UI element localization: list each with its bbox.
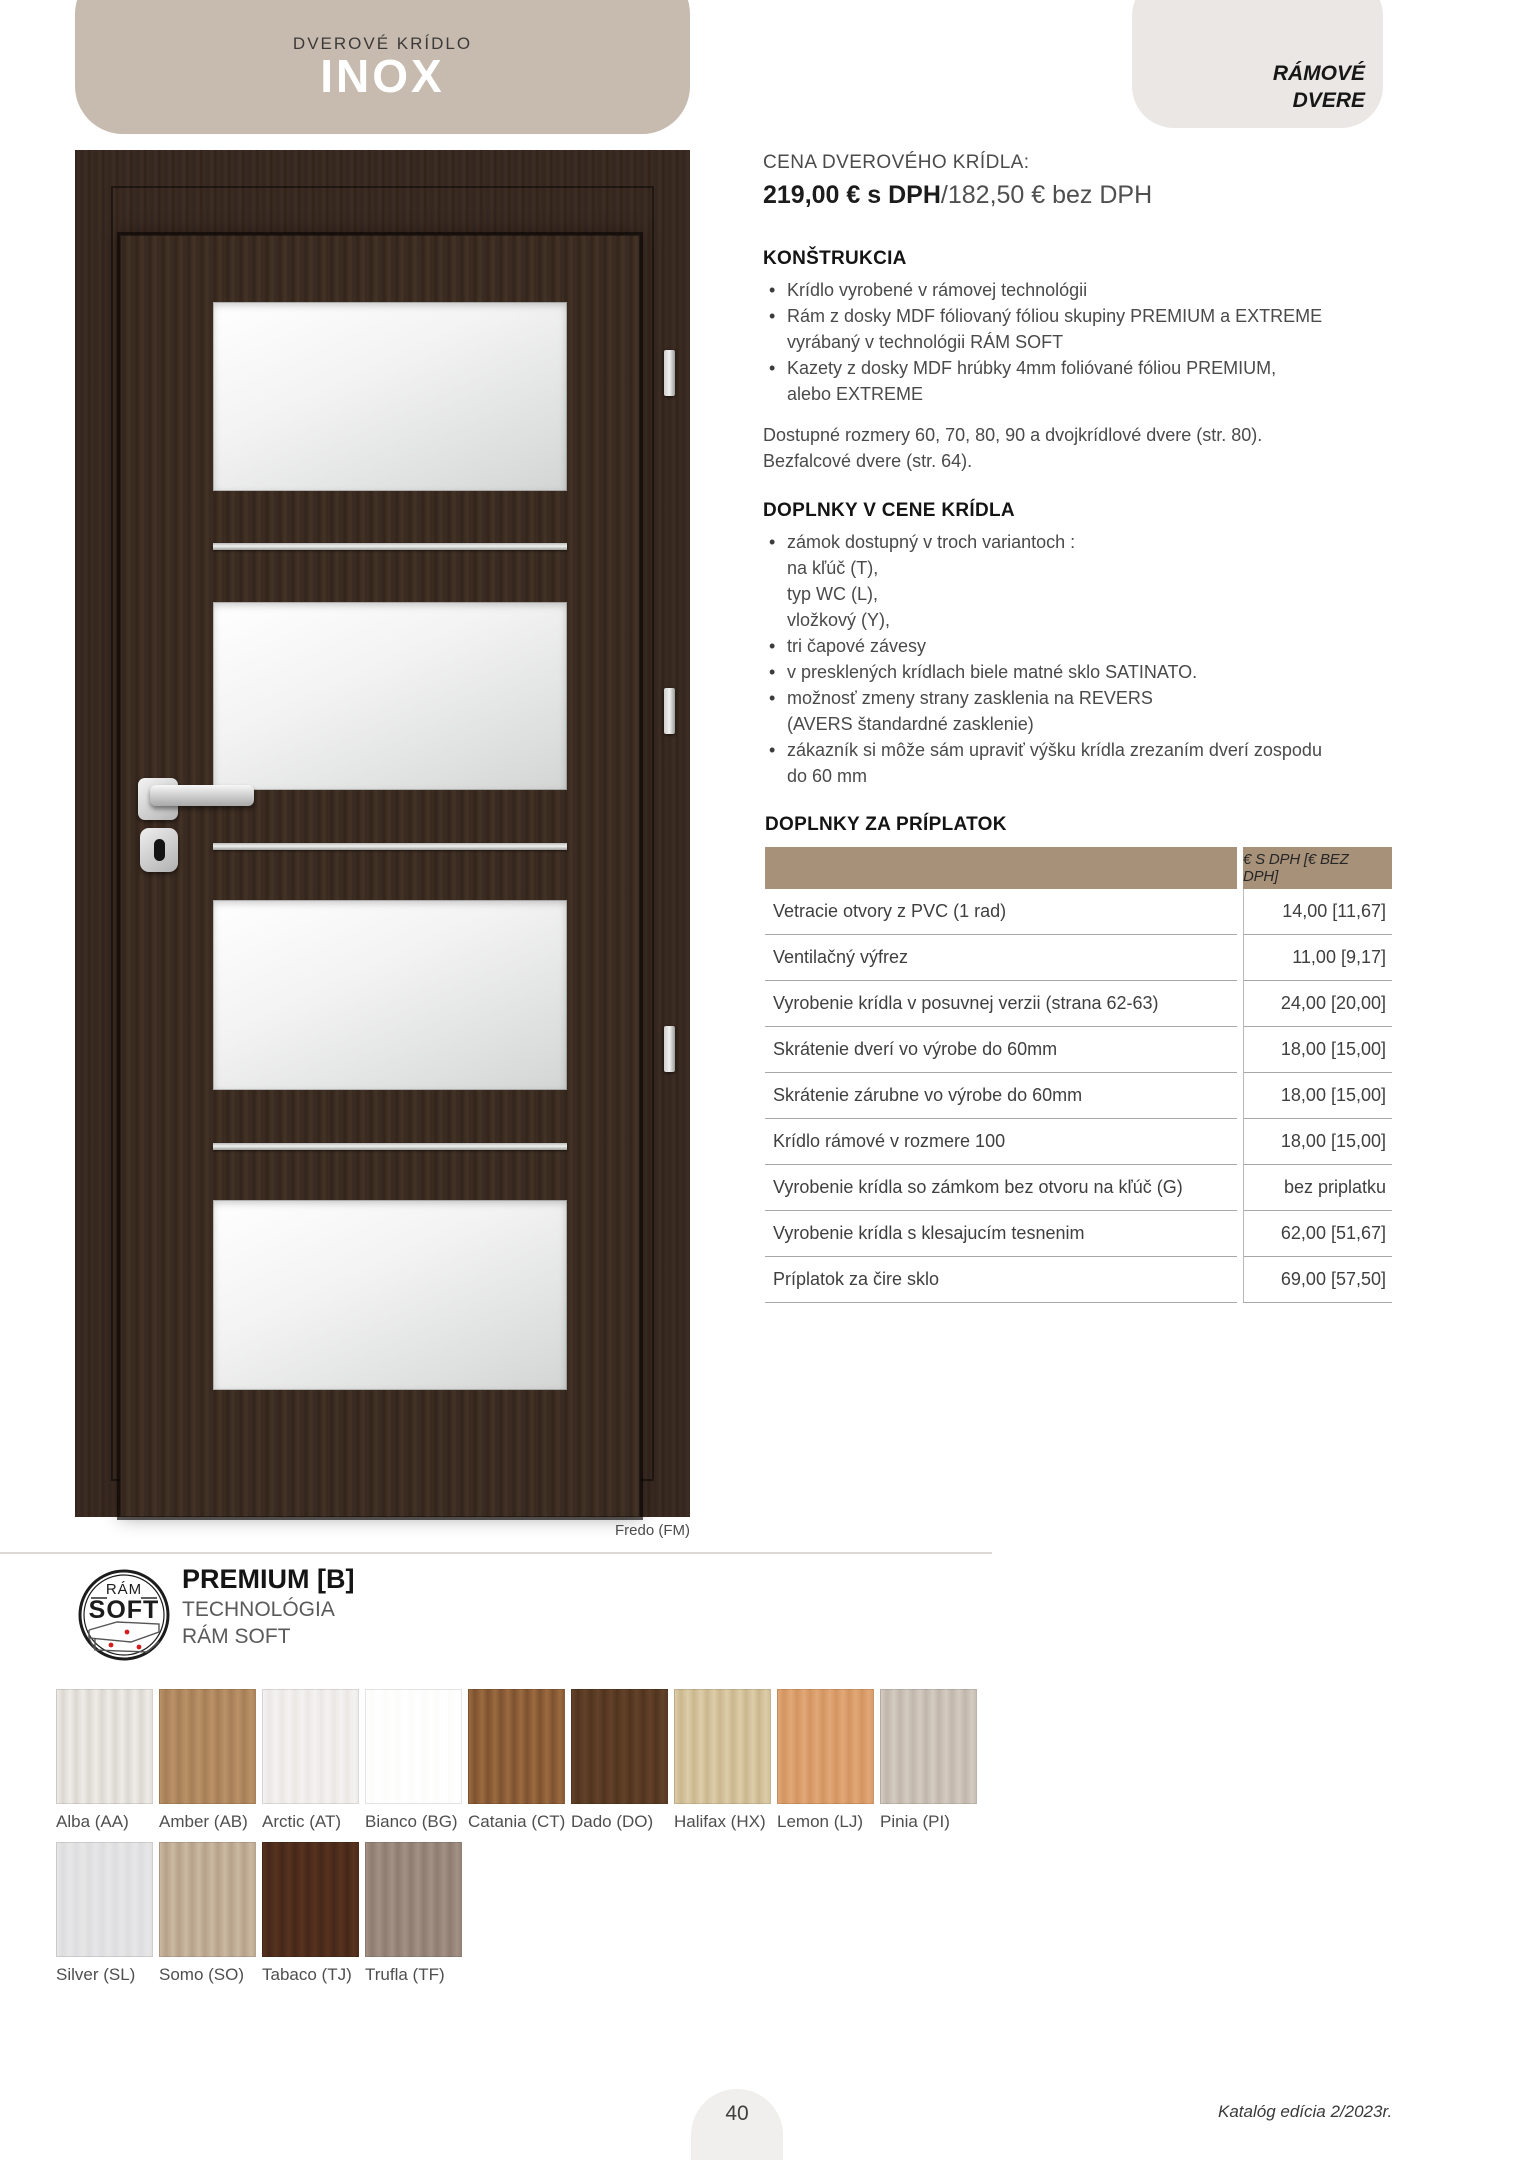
table-row-price: 24,00 [20,00] xyxy=(1243,981,1392,1027)
product-title: INOX xyxy=(320,50,445,102)
decor-swatch xyxy=(365,1842,462,1957)
price-line xyxy=(763,181,1411,210)
decor-swatch-label: Arctic (AT) xyxy=(262,1812,342,1831)
technology-text-block xyxy=(182,1563,354,1650)
included-list xyxy=(763,529,1411,789)
price-without-vat: 182,50 € bez DPH xyxy=(947,181,1153,209)
logo-text-ram: RÁM xyxy=(105,1581,143,1598)
decor-swatch-item xyxy=(262,1842,359,1985)
decor-swatch xyxy=(56,1689,153,1804)
decor-swatch-item xyxy=(159,1689,256,1832)
table-row-price: 14,00 [11,67] xyxy=(1243,889,1392,935)
decor-swatch-label: Trufla (TF) xyxy=(365,1965,445,1984)
door-handle xyxy=(138,778,178,820)
decor-swatch-item xyxy=(365,1842,462,1985)
decor-swatch xyxy=(880,1689,977,1804)
product-kicker: DVEROVÉ KRÍDLO xyxy=(292,34,473,53)
decor-swatch-item xyxy=(159,1842,256,1985)
table-row-label: Vyrobenie krídla so zámkom bez otvoru na kľúč (G) xyxy=(765,1165,1237,1211)
decor-swatch-item xyxy=(262,1689,359,1832)
surcharges-title: DOPLNKY ZA PRÍPLATOK xyxy=(765,814,1007,835)
included-accessories-section xyxy=(763,500,1411,789)
door-glass-panel xyxy=(213,302,567,491)
decor-swatch-label: Catania (CT) xyxy=(468,1812,566,1831)
list-item: • možnosť zmeny strany zasklenia na REVERS (AVERS štandardné zasklenie) xyxy=(763,685,1411,737)
door-hinge xyxy=(664,688,675,734)
list-item: • zákazník si môže sám upraviť výšku krídla zrezaním dverí zospodu do 60 mm xyxy=(763,737,1411,789)
decor-swatch xyxy=(468,1689,565,1804)
section-divider xyxy=(0,1552,992,1554)
page-number-tab xyxy=(691,2089,783,2160)
decor-swatch-item xyxy=(56,1689,153,1832)
decor-swatch-item xyxy=(777,1689,874,1832)
construction-section xyxy=(763,248,1411,407)
decor-swatch-label: Alba (AA) xyxy=(56,1812,129,1831)
keyhole xyxy=(154,839,165,861)
surcharges-table xyxy=(765,847,1392,1303)
door-glass-panel xyxy=(213,1200,567,1390)
door-model-caption: Fredo (FM) xyxy=(615,1522,690,1539)
catalog-edition: Katalóg edícia 2/2023r. xyxy=(1218,2102,1393,2121)
decor-swatch-label: Dado (DO) xyxy=(571,1812,654,1831)
list-item: • Kazety z dosky MDF hrúbky 4mm folióvané fóliou PREMIUM, alebo EXTREME xyxy=(763,355,1411,407)
decor-swatch-item xyxy=(880,1689,977,1832)
table-row-label: Príplatok za čire sklo xyxy=(765,1257,1237,1303)
decor-swatch xyxy=(159,1842,256,1957)
decor-swatch xyxy=(674,1689,771,1804)
table-row-label: Vyrobenie krídla v posuvnej verzii (strana 62-63) xyxy=(765,981,1237,1027)
category-badge xyxy=(1132,0,1383,128)
list-item: • zámok dostupný v troch variantoch : na kľúč (T), typ WC (L), vložkový (Y), xyxy=(763,529,1411,633)
inox-strip xyxy=(213,1143,567,1150)
list-item: • Krídlo vyrobené v rámovej technológii xyxy=(763,277,1411,303)
table-row-price: 18,00 [15,00] xyxy=(1243,1073,1392,1119)
decor-swatch-item xyxy=(365,1689,462,1832)
decor-swatch xyxy=(571,1689,668,1804)
decor-swatch-label: Lemon (LJ) xyxy=(777,1812,863,1831)
price-with-vat: 219,00 € s DPH xyxy=(763,181,941,209)
category-badge-line1: RÁMOVÉ xyxy=(1272,62,1365,85)
table-row-price: 18,00 [15,00] xyxy=(1243,1119,1392,1165)
table-row-price: 18,00 [15,00] xyxy=(1243,1027,1392,1073)
decor-swatch-item xyxy=(56,1842,153,1985)
table-row-label: Ventilačný výfrez xyxy=(765,935,1237,981)
info-column xyxy=(763,152,1411,1289)
inox-strip xyxy=(213,843,567,850)
decor-swatch-label: Bianco (BG) xyxy=(365,1812,458,1831)
list-item: • Rám z dosky MDF fóliovaný fóliou skupiny PREMIUM a EXTREME vyrábaný v technológii RÁM SOFT xyxy=(763,303,1411,355)
ram-soft-logo xyxy=(77,1568,171,1662)
decor-swatch-label: Halifax (HX) xyxy=(674,1812,766,1831)
decor-swatch xyxy=(365,1689,462,1804)
decor-swatch-label: Amber (AB) xyxy=(159,1812,248,1831)
door-photo xyxy=(75,150,690,1517)
decor-swatch-label: Silver (SL) xyxy=(56,1965,136,1984)
included-title: DOPLNKY V CENE KRÍDLA xyxy=(763,500,1015,521)
door-handle-lever xyxy=(150,785,254,806)
table-header-empty xyxy=(765,847,1237,889)
available-sizes-note: Dostupné rozmery 60, 70, 80, 90 a dvojkrídlové dvere (str. 80). Bezfalcové dvere (str. 64). xyxy=(763,425,1263,471)
table-row-price: 69,00 [57,50] xyxy=(1243,1257,1392,1303)
table-row-label: Vetracie otvory z PVC (1 rad) xyxy=(765,889,1237,935)
logo-text-soft: SOFT xyxy=(88,1596,160,1624)
door-hinge xyxy=(664,1026,675,1072)
price-label: CENA DVEROVÉHO KRÍDLA: xyxy=(763,152,1030,173)
surcharges-section xyxy=(765,814,1405,1303)
door-hinge xyxy=(664,350,675,396)
decor-swatch xyxy=(262,1842,359,1957)
table-header-price: € S DPH [€ BEZ DPH] xyxy=(1243,847,1392,889)
table-row-price: bez priplatku xyxy=(1243,1165,1392,1211)
decor-swatch xyxy=(159,1689,256,1804)
table-row-label: Vyrobenie krídla s klesajucím tesnenim xyxy=(765,1211,1237,1257)
technology-subtitle-1: TECHNOLÓGIA xyxy=(182,1598,335,1621)
decor-swatch-label: Somo (SO) xyxy=(159,1965,245,1984)
page-number: 40 xyxy=(725,2102,749,2125)
decor-swatch-item xyxy=(571,1689,668,1832)
decor-swatch xyxy=(56,1842,153,1957)
decor-swatch-grid xyxy=(56,1689,977,1985)
door-glass-panel xyxy=(213,900,567,1090)
table-row-label: Skrátenie zárubne vo výrobe do 60mm xyxy=(765,1073,1237,1119)
list-item: • v presklených krídlach biele matné sklo SATINATO. xyxy=(763,659,1411,685)
table-row-price: 62,00 [51,67] xyxy=(1243,1211,1392,1257)
door-leaf xyxy=(120,235,640,1517)
inox-strip xyxy=(213,543,567,550)
decor-swatch xyxy=(262,1689,359,1804)
category-badge-line2: DVERE xyxy=(1292,89,1365,112)
technology-subtitle-2: RÁM SOFT xyxy=(182,1625,291,1648)
table-row-label: Skrátenie dverí vo výrobe do 60mm xyxy=(765,1027,1237,1073)
decor-swatch-label: Pinia (PI) xyxy=(880,1812,950,1831)
list-item: • tri čapové závesy xyxy=(763,633,1411,659)
decor-swatch-item xyxy=(468,1689,565,1832)
product-header-badge xyxy=(75,0,690,134)
price-separator: / xyxy=(940,181,948,209)
keyhole-escutcheon xyxy=(140,828,178,872)
decor-swatch-item xyxy=(674,1689,771,1832)
technology-group-title: PREMIUM [B] xyxy=(182,1564,355,1594)
construction-list xyxy=(763,277,1411,407)
door-glass-panel xyxy=(213,602,567,790)
construction-title: KONŠTRUKCIA xyxy=(763,248,907,269)
table-row-price: 11,00 [9,17] xyxy=(1243,935,1392,981)
table-row-label: Krídlo rámové v rozmere 100 xyxy=(765,1119,1237,1165)
decor-swatch xyxy=(777,1689,874,1804)
decor-swatch-label: Tabaco (TJ) xyxy=(262,1965,352,1984)
